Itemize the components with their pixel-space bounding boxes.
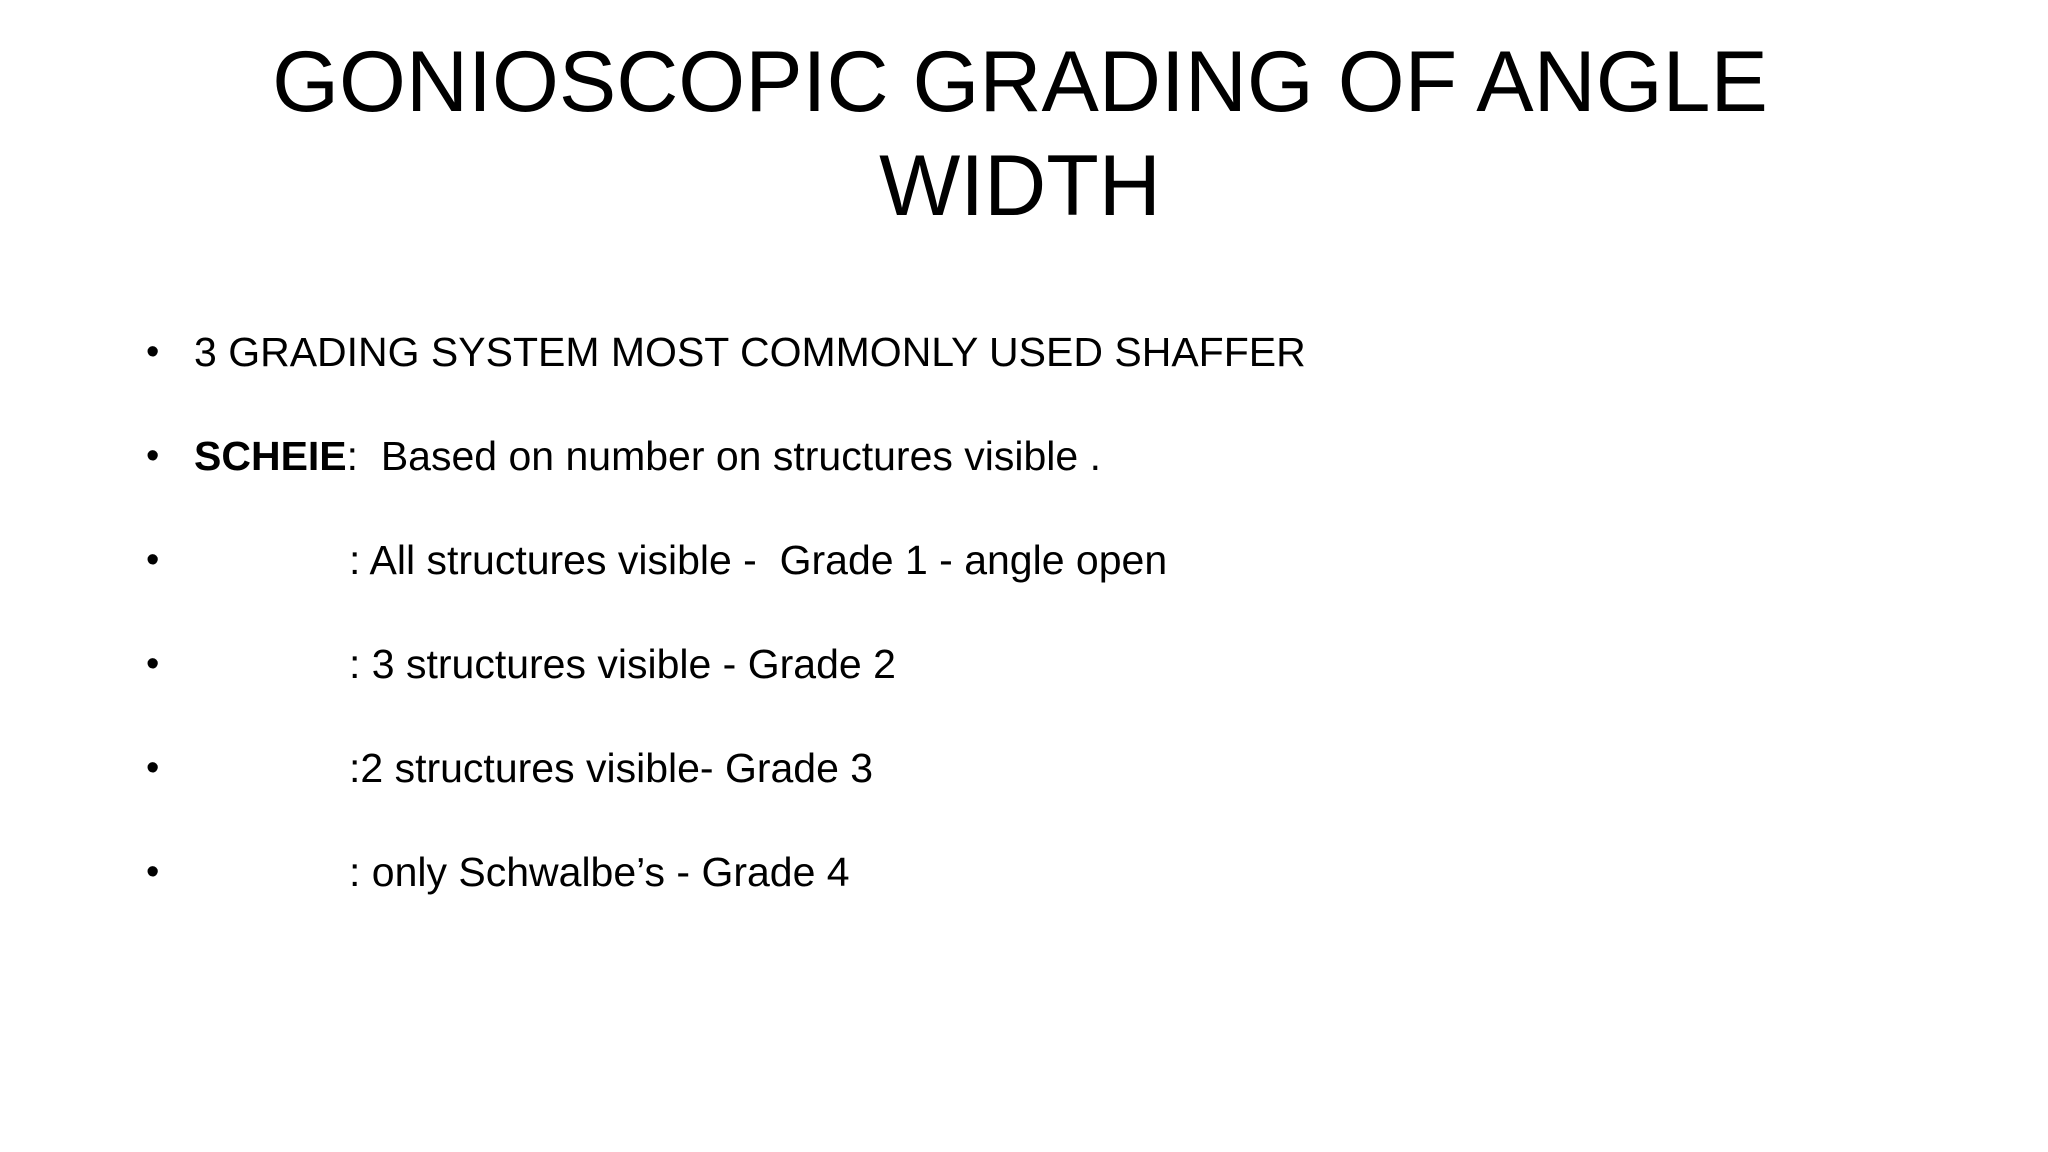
bullet-icon: • xyxy=(146,643,160,685)
bullet-item-grade-2 xyxy=(146,634,1906,738)
bullet-text: : All structures visible - Grade 1 - angle open xyxy=(349,537,1168,583)
bullet-icon: • xyxy=(146,851,160,893)
bullet-text-rest: : Based on number on structures visible . xyxy=(346,433,1101,479)
bullet-list xyxy=(146,322,1906,946)
bullet-icon: • xyxy=(146,747,160,789)
slide-title-line-1: GONIOSCOPIC GRADING OF ANGLE xyxy=(272,34,1768,130)
bullet-text: :2 structures visible- Grade 3 xyxy=(349,745,874,791)
bullet-item-grade-1 xyxy=(146,530,1906,634)
bullet-text: 3 GRADING SYSTEM MOST COMMONLY USED SHAFFER xyxy=(194,329,1306,375)
bullet-text: : 3 structures visible - Grade 2 xyxy=(349,641,896,687)
bullet-item-grading-systems xyxy=(146,322,1906,426)
slide-title xyxy=(200,30,1840,238)
bullet-item-grade-3 xyxy=(146,738,1906,842)
bullet-text xyxy=(194,426,1101,486)
bullet-text: : only Schwalbe’s - Grade 4 xyxy=(349,849,850,895)
bullet-item-scheie xyxy=(146,426,1906,530)
bullet-icon: • xyxy=(146,435,160,477)
bullet-bold-label: SCHEIE xyxy=(194,433,347,479)
bullet-icon: • xyxy=(146,539,160,581)
bullet-icon: • xyxy=(146,331,160,373)
slide-title-line-2: WIDTH xyxy=(879,138,1161,234)
bullet-item-grade-4 xyxy=(146,842,1906,946)
